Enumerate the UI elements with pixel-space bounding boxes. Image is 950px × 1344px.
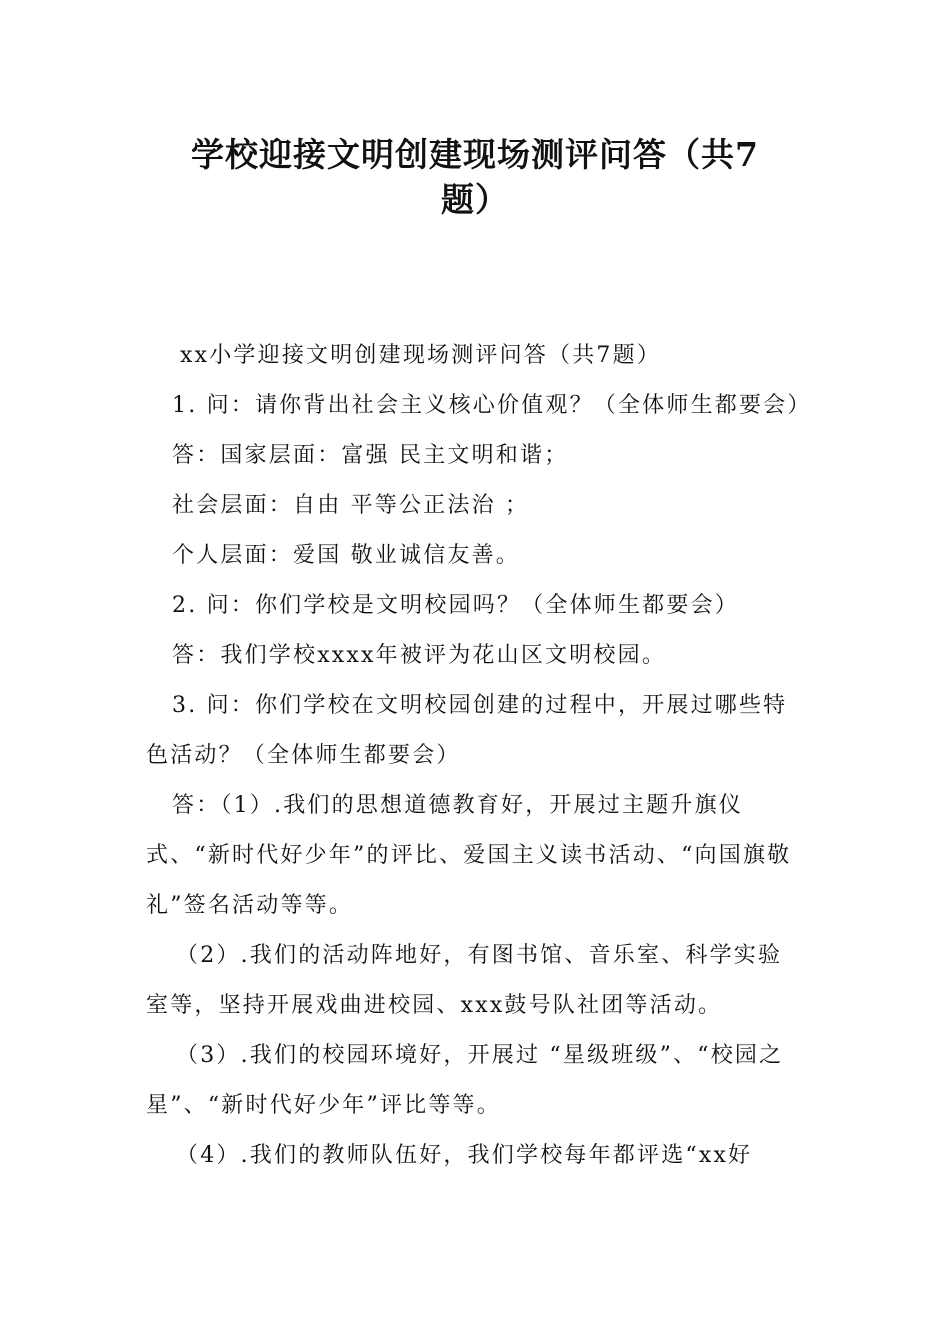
paragraph-answer-3-2: （2）.我们的活动阵地好，有图书馆、音乐室、科学实验室等，坚持开展戏曲进校园、xxx鼓号队社团等活动。 xyxy=(146,943,783,1018)
paragraph-answer-3-4: （4）.我们的教师队伍好，我们学校每年都评选“xx好 xyxy=(176,1143,753,1168)
document-body xyxy=(146,331,812,1181)
paragraph-answer-3-3: （3）.我们的校园环境好，开展过 “星级班级”、“校园之星”、“新时代好少年”评比等等。 xyxy=(146,1043,784,1118)
paragraph-answer-3-1: 答：（1）.我们的思想道德教育好，开展过主题升旗仪式、“新时代好少年”的评比、爱国主义读书活动、“向国旗敬礼”签名活动等等。 xyxy=(146,793,792,918)
paragraph-question-2: 2. 问：你们学校是文明校园吗？（全体师生都要会） xyxy=(172,593,739,618)
paragraph-question-1: 1. 问：请你背出社会主义核心价值观？（全体师生都要会） xyxy=(172,393,812,418)
paragraph-answer-1b: 社会层面：自由 平等公正法治 ； xyxy=(172,493,530,518)
title-line-1: 学校迎接文明创建现场测评问答（共7 xyxy=(191,135,759,174)
paragraph-answer-2: 答：我们学校xxxx年被评为花山区文明校园。 xyxy=(172,643,667,668)
title-line-2: 题） xyxy=(441,180,509,219)
paragraph-question-3: 3. 问：你们学校在文明校园创建的过程中，开展过哪些特色活动？（全体师生都要会） xyxy=(146,693,788,768)
paragraph-answer-1c: 个人层面：爱国 敬业诚信友善。 xyxy=(172,543,520,568)
paragraph-answer-1a: 答：国家层面：富强 民主文明和谐； xyxy=(172,443,569,468)
document-title xyxy=(150,132,800,222)
paragraph-subtitle: xx小学迎接文明创建现场测评问答（共7题） xyxy=(180,343,662,368)
